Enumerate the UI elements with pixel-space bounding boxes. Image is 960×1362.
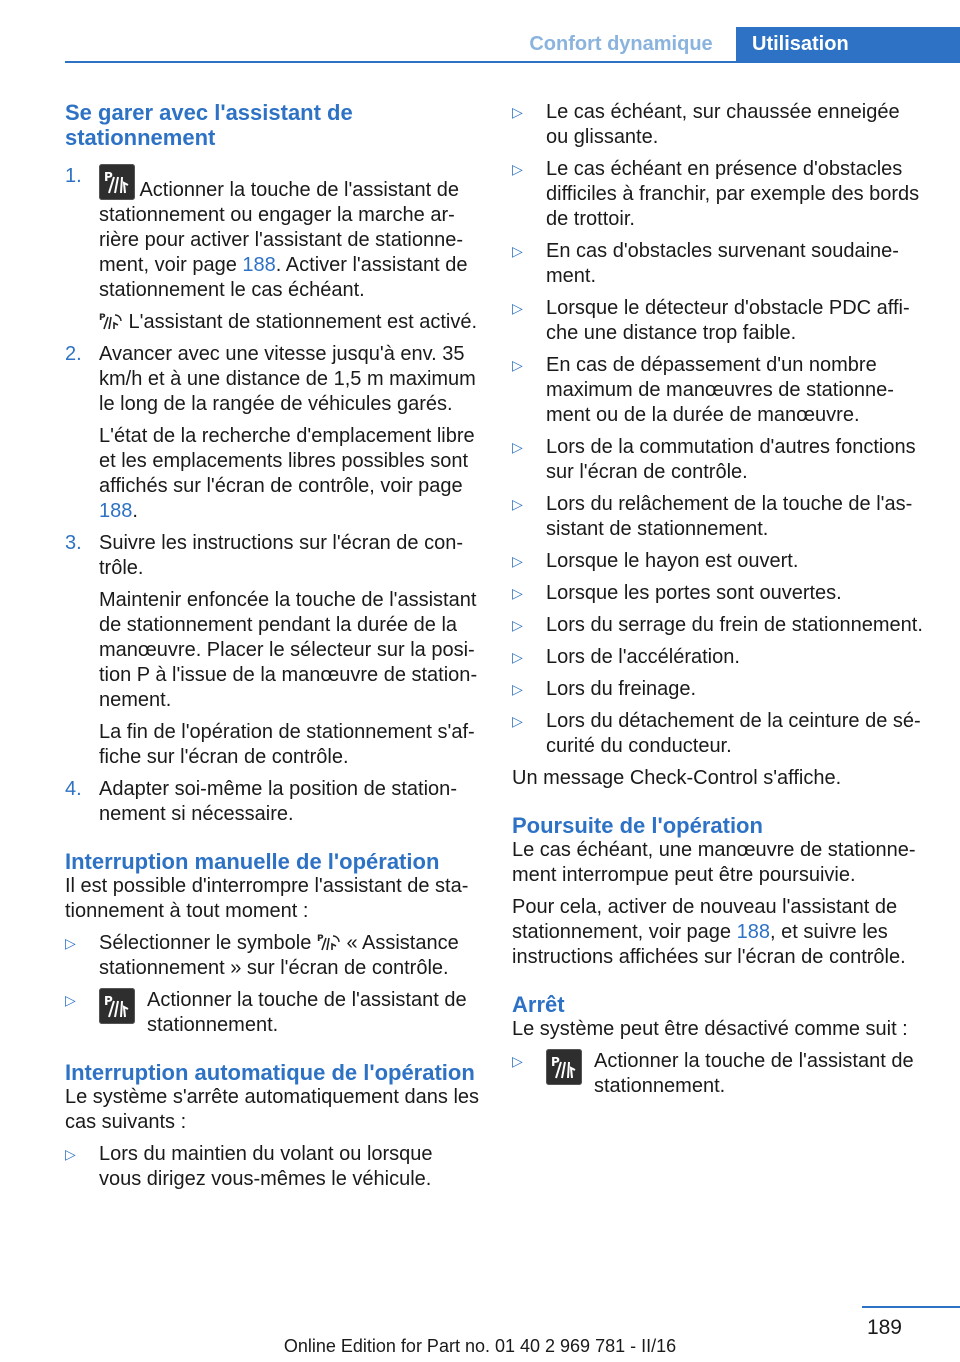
list-item: ▷ Lors du maintien du volant ou lorsque vous dirigez vous-mêmes le véhicule. xyxy=(65,1143,433,1190)
header-section: Confort dynamique xyxy=(529,32,713,55)
step-2-note-a: L'état de la recherche d'emplacement libre et les emplacements libres possibles sont affichés sur l'écran de contrôle, voir page xyxy=(99,425,475,497)
auto-interrupt-title: Interruption automatique de l'opération xyxy=(65,1060,475,1085)
step-3 xyxy=(65,531,480,770)
triangle-right-icon: ▷ xyxy=(512,649,523,665)
triangle-right-icon: ▷ xyxy=(512,496,523,512)
step-3-text: Suivre les instructions sur l'écran de contrôle. xyxy=(99,532,463,579)
manual-interrupt-title: Interruption manuelle de l'opération xyxy=(65,849,440,874)
section-title: Se garer avec l'assistant de stationnement xyxy=(65,100,353,150)
step-2-text: Avancer avec une vitesse jusqu'à env. 35 km/h et à une distance de 1,5 m maximum le long de la rangée de véhicules garés. xyxy=(99,343,476,415)
stop-list xyxy=(512,1049,924,1099)
svg-text:P: P xyxy=(104,994,113,1008)
page-number: 189 xyxy=(866,1316,902,1339)
list-item: ▷ Lorsque le détecteur d'obstacle PDC affiche une distance trop faible. xyxy=(512,297,910,344)
triangle-right-icon: ▷ xyxy=(512,713,523,729)
step-number: 2. xyxy=(65,343,82,365)
header-chapter: Utilisation xyxy=(736,27,960,61)
stop-title: Arrêt xyxy=(512,992,565,1017)
list-item: ▷ Lorsque le hayon est ouvert. xyxy=(512,550,799,572)
triangle-right-icon: ▷ xyxy=(512,161,523,177)
auto-interrupt-list-continued xyxy=(512,100,924,759)
step-number: 4. xyxy=(65,778,82,800)
step-number: 1. xyxy=(65,165,82,187)
list-item: ▷ Le cas échéant en présence d'obstacles difficiles à franchir, par exemple des bords de trottoir. xyxy=(512,158,920,230)
edition-footer: Online Edition for Part no. 01 40 2 969 781 - II/16 xyxy=(283,1336,677,1356)
list-item: ▷ P Actionner la touche de l'assistant de stationnement. xyxy=(65,989,467,1036)
resume-p1: Le cas échéant, une manœuvre de stationnement interrompue peut être poursuivie. xyxy=(512,839,916,886)
right-column: ▷ Le cas échéant, sur chaussée enneigée ou glissante. ▷ Le cas échéant en présence d'obstacles difficiles à franchir, par exemple des bords de trottoir. ▷ En cas d'obstacles survenant soudainement. ▷ Lorsque le détecteur d'obstacle PDC affiche une distance trop faible. ▷ En cas de dépassement d'un nombre maximum de manœuvres de stationnement ou de la durée de manœuvre. ▷ Lors de la commutation d'autres fonctions sur l'écran de contrôle. ▷ Lors du relâchement de la touche de l'assistant de stationnement. ▷ Lorsque le hayon est ouvert. ▷ Lorsque les portes sont ouvertes. ▷ Lors du serrage du frein de stationnement. ▷ Lors de l'accélération. ▷ Lors du freinage. ▷ Lors du détachement de la ceinture de sécurité du conducteur. Un message Check-Control s'affiche. Poursuite de l'opération Le cas échéant, une manœuvre de stationnement interrompue peut être poursuivie. Pour cela, activer de nouveau l'assistant de stationnement, voir page 188, et suivre les instructions affichées sur l'écran de contrôle. Arrêt Le système peut être désactivé comme suit : ▷ P Actionner la touche de l'assistant de stationnement. xyxy=(512,101,923,1097)
list-item: ▷ Lors du relâchement de la touche de l'assistant de stationnement. xyxy=(512,493,913,540)
triangle-right-icon: ▷ xyxy=(512,104,523,120)
list-item: ▷ Lorsque les portes sont ouvertes. xyxy=(512,582,842,604)
step-1-text-a: Actionner la touche de l'assistant de stationnement ou engager la marche arrière pour activer l'assistant de stationnement, voir page xyxy=(99,179,464,276)
list-item: ▷ P Actionner la touche de l'assistant de stationnement. xyxy=(512,1050,914,1097)
auto-interrupt-intro: Le système s'arrête automatiquement dans les cas suivants : xyxy=(65,1086,480,1133)
footer-rule xyxy=(862,1306,960,1308)
triangle-right-icon: ▷ xyxy=(512,357,523,373)
step-1-note: L'assistant de stationnement est activé. xyxy=(123,311,478,333)
park-assist-button-icon xyxy=(546,1049,582,1085)
step-3-note-2: La fin de l'opération de stationnement s'affiche sur l'écran de contrôle. xyxy=(99,721,475,768)
triangle-right-icon: ▷ xyxy=(65,1146,76,1162)
list-item: ▷ Lors de l'accélération. xyxy=(512,646,740,668)
step-1-text-b: . Activer l'assistant de stationnement le cas échéant. xyxy=(99,254,468,301)
page-link-188[interactable]: 188 xyxy=(736,921,770,943)
step-4 xyxy=(65,777,480,827)
triangle-right-icon: ▷ xyxy=(65,935,76,951)
left-column xyxy=(65,100,480,1199)
list-item: ▷ Sélectionner le symbole P « Assistance stationnement » sur l'écran de contrôle. xyxy=(65,932,459,979)
triangle-right-icon: ▷ xyxy=(512,300,523,316)
list-item: ▷ Lors du serrage du frein de stationnement. xyxy=(512,614,923,636)
svg-text:P: P xyxy=(99,313,106,323)
svg-text:P: P xyxy=(316,934,324,944)
step-2-note-b: . xyxy=(132,500,138,522)
step-2 xyxy=(65,342,480,524)
resume-title: Poursuite de l'opération xyxy=(512,813,763,838)
check-control-message: Un message Check-Control s'affiche. xyxy=(512,767,842,789)
stop-intro: Le système peut être désactivé comme suit : xyxy=(512,1018,908,1040)
triangle-right-icon: ▷ xyxy=(512,553,523,569)
page-link-188[interactable]: 188 xyxy=(99,500,133,522)
list-item: ▷ En cas de dépassement d'un nombre maximum de manœuvres de stationnement ou de la durée de manœuvre. xyxy=(512,354,894,426)
step-4-text: Adapter soi-même la position de stationnement si nécessaire. xyxy=(99,778,457,825)
manual-interrupt-list xyxy=(65,931,480,1038)
list-item: ▷ Lors du détachement de la ceinture de sécurité du conducteur. xyxy=(512,710,921,757)
list-item: ▷ En cas d'obstacles survenant soudainement. xyxy=(512,240,899,287)
triangle-right-icon: ▷ xyxy=(65,992,76,1008)
triangle-right-icon: ▷ xyxy=(512,617,523,633)
park-assist-button-icon xyxy=(99,988,135,1024)
triangle-right-icon: ▷ xyxy=(512,585,523,601)
triangle-right-icon: ▷ xyxy=(512,681,523,697)
list-item: ▷ Lors du freinage. xyxy=(512,678,697,700)
park-assist-button-icon xyxy=(99,164,135,200)
list-item: ▷ Lors de la commutation d'autres fonctions sur l'écran de contrôle. xyxy=(512,436,916,483)
triangle-right-icon: ▷ xyxy=(512,243,523,259)
park-assist-symbol-icon xyxy=(317,932,341,952)
triangle-right-icon: ▷ xyxy=(512,439,523,455)
step-3-note-1: Maintenir enfoncée la touche de l'assistant de stationnement pendant la durée de la manœuvre. Placer le sélecteur sur la position P à l'issue de la manœuvre de stationnement. xyxy=(99,589,478,711)
step-1 xyxy=(65,164,480,335)
park-assist-symbol-icon xyxy=(99,311,123,331)
manual-interrupt-intro: Il est possible d'interrompre l'assistant de stationnement à tout moment : xyxy=(65,875,469,922)
header-rule xyxy=(65,61,960,63)
page-link-188[interactable]: 188 xyxy=(242,254,276,276)
svg-text:P: P xyxy=(551,1055,560,1069)
triangle-right-icon: ▷ xyxy=(512,1053,523,1069)
svg-text:P: P xyxy=(104,170,113,184)
auto-interrupt-list xyxy=(65,1142,480,1192)
list-item: ▷ Le cas échéant, sur chaussée enneigée ou glissante. xyxy=(512,101,900,148)
step-number: 3. xyxy=(65,532,82,554)
